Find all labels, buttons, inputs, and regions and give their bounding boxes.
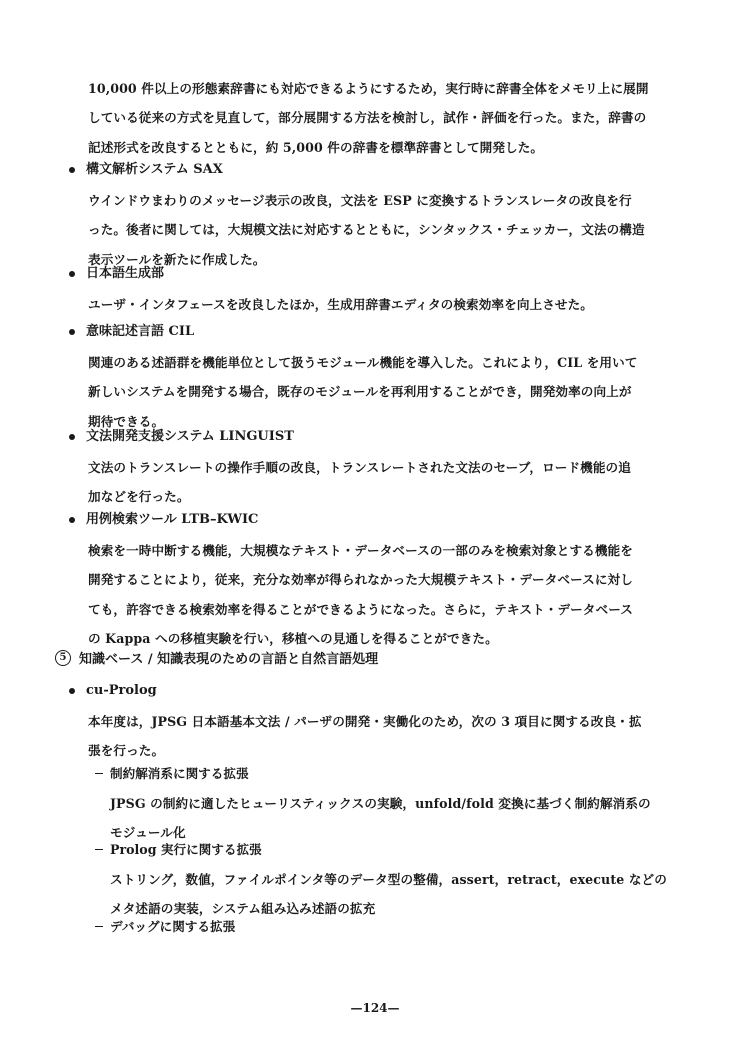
text-line: 本年度は，JPSG 日本語基本文法 / パーザの開発・実働化のため，次の 3 項目に関する改良・拡 [88,714,642,729]
page-number: —124— [350,1001,400,1015]
item-cu-prolog [67,681,657,766]
circled-number: 5 [55,650,71,666]
text-line: メタ述語の実装，システム組み込み述語の拡充 [110,901,376,917]
section-heading [55,648,378,667]
subitem-title: Prolog 実行に関する拡張 [110,842,262,857]
dash-icon [95,849,103,850]
bullet-icon [69,434,75,440]
item-body [88,186,657,274]
subitem-title: デバッグに関する拡張 [110,919,236,934]
text-line: モジュール化 [110,825,186,841]
subitem-title: 制約解消系に関する拡張 [110,766,249,781]
text-line: 10,000 件以上の形態素辞書にも対応できるようにするため，実行時に辞書全体をメモリ上に展開 [88,81,649,96]
text-line: 開発することにより，従来，充分な効率が得られなかった大規模テキスト・データベースに対し [88,572,633,588]
text-line: 関連のある述語群を機能単位として扱うモジュール機能を導入した。これにより，CIL を用いて [88,355,638,370]
text-line: ストリング，数値，ファイルポインタ等のデータ型の整備，assert，retract，execute などの [110,872,667,887]
text-line: 記述形式を改良するとともに，約 5,000 件の辞書を標準辞書として開発した。 [88,139,544,155]
intro-paragraph [88,74,648,162]
dash-icon [95,773,103,774]
text-line: ウインドウまわりのメッセージ表示の改良，文法を ESP に変換するトランスレータの改良を行 [88,193,632,208]
dash-icon [95,926,103,927]
item-generation [67,264,657,319]
text-line: 検索を一時中断する機能，大規模なテキスト・データベースの一部のみを検索対象とする機能を [88,543,633,558]
text-line: 文法のトランスレートの操作手順の改良，トランスレートされた文法のセーブ，ロード機能の追 [88,460,631,475]
subitem-body [110,865,667,924]
bullet-icon [69,688,75,694]
subitem-prolog-exec [95,840,667,924]
text-line: している従来の方式を見直して，部分展開する方法を検討し，試作・評価を行った。また，辞書の [88,110,647,126]
item-title: 意味記述言語 CIL [86,324,195,339]
text-line: 張を行った。 [88,743,165,759]
item-title: 日本語生成部 [86,266,165,281]
item-linguist [67,427,657,512]
subitem-constraint [95,764,655,848]
item-body [88,348,657,436]
text-line: 期待できる。 [88,413,165,429]
section-title: 知識ベース / 知識表現のための言語と自然言語処理 [79,652,379,667]
item-title: 文法開発支援システム LINGUIST [86,429,294,444]
text-line: 表示ツールを新たに作成した。 [88,251,266,267]
item-body [88,290,657,319]
item-body [88,453,657,512]
subitem-body [110,789,655,848]
item-body [88,536,657,654]
item-sax [67,160,657,274]
item-title: 構文解析システム SAX [86,162,223,177]
item-title: cu-Prolog [86,683,157,698]
subitem-debug [95,917,655,937]
text-line: 加などを行った。 [88,489,190,505]
text-line: ユーザ・インタフェースを改良したほか，生成用辞書エディタの検索効率を向上させた。 [88,297,593,312]
bullet-icon [69,271,75,277]
item-body [88,707,657,766]
text-line: ても，許容できる検索効率を得ることができるようになった。さらに，テキスト・データベース [88,601,633,617]
item-title: 用例検索ツール LTB–KWIC [86,512,259,527]
item-cil [67,322,657,436]
bullet-icon [69,329,75,335]
text-line: 新しいシステムを開発する場合，既存のモジュールを再利用することができ，開発効率の向上が [88,384,632,400]
bullet-icon [69,167,75,173]
text-line: JPSG の制約に適したヒューリスティックスの実験，unfold/fold 変換に基づく制約解消系の [110,796,651,811]
bullet-icon [69,517,75,523]
text-line: の Kappa への移植実験を行い，移植への見通しを得ることができた。 [88,631,498,647]
text-line: った。後者に関しては，大規模文法に対応するとともに，シンタックス・チェッカー，文法の構造 [88,222,645,238]
item-ltb-kwic [67,510,657,654]
